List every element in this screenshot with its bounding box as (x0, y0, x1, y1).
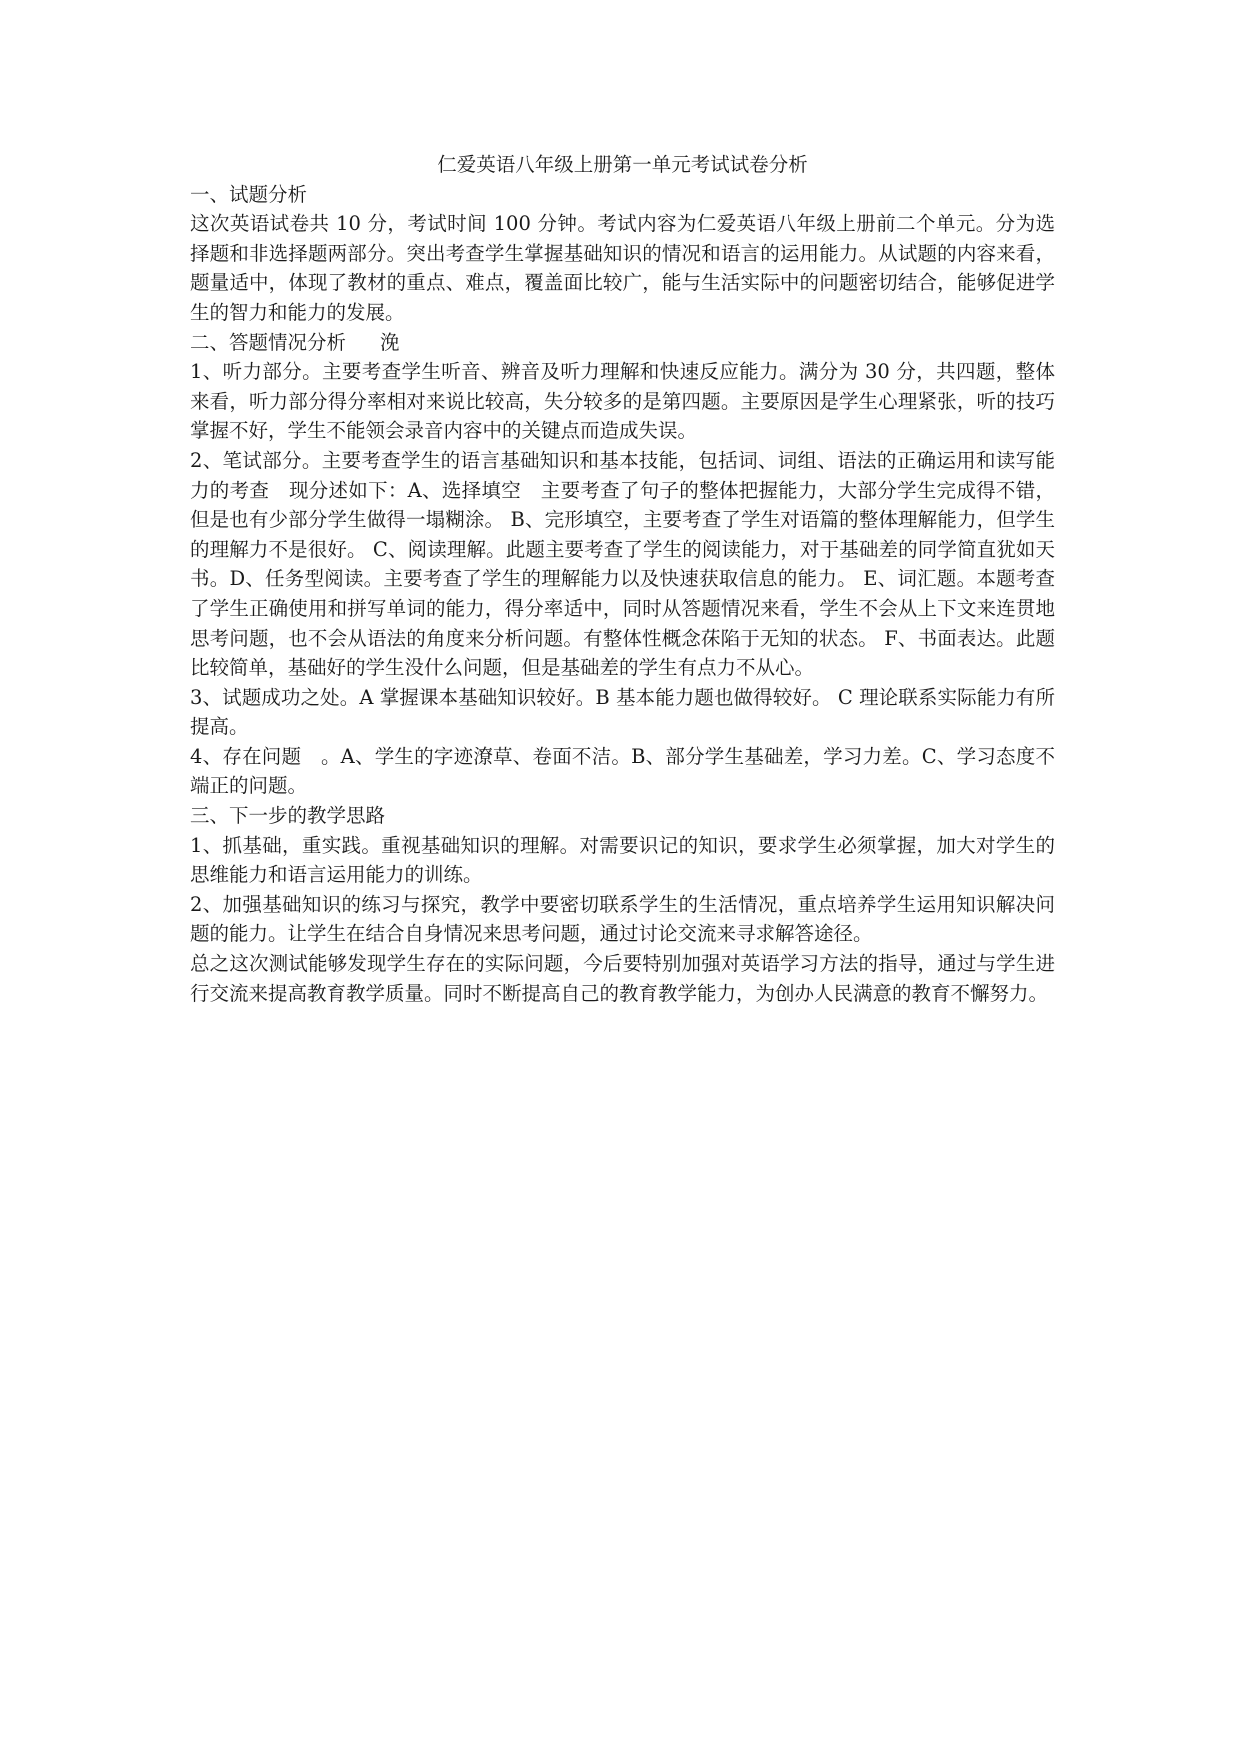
analysis-item-2: 2、笔试部分。主要考查学生的语言基础知识和基本技能，包括词、词组、语法的正确运用和读写能力的考查 现分述如下：A、选择填空 主要考查了句子的整体把握能力，大部分学生完成得不错，但是也有少部分学生做得一塌糊涂。 B、完形填空，主要考查了学生对语篇的整体理解能力，但学生的理解力不是很好。 C、阅读理解。此题主要考查了学生的阅读能力，对于基础差的同学简直犹如天书。D、任务型阅读。主要考查了学生的理解能力以及快速获取信息的能力。 E、词汇题。本题考查了学生正确使用和拼写单词的能力，得分率适中，同时从答题情况来看，学生不会从上下文来连贯地思考问题，也不会从语法的角度来分析问题。有整体性概念茠陷于无知的状态。 F、书面表达。此题比较简单，基础好的学生没什么问题，但是基础差的学生有点力不从心。 (190, 448, 1055, 680)
section-1-paragraph: 这次英语试卷共 10 分，考试时间 100 分钟。考试内容为仁爱英语八年级上册前二个单元。分为选择题和非选择题两部分。突出考查学生掌握基础知识的情况和语言的运用能力。从试题的内容来看，题量适中，体现了教材的重点、难点，覆盖面比较广，能与生活实际中的问题密切结合，能够促进学生的智力和能力的发展。 (190, 212, 1055, 324)
analysis-item-4: 4、存在问题 。A、学生的字迹潦草、卷面不洁。B、部分学生基础差，学习力差。C、学习态度不端正的问题。 (190, 744, 1055, 798)
teaching-step-1: 1、抓基础，重实践。重视基础知识的理解。对需要识记的知识，要求学生必须掌握，加大对学生的思维能力和语言运用能力的训练。 (190, 833, 1055, 887)
stray-character: 浼 (380, 330, 400, 354)
section-heading-2 (190, 328, 1055, 358)
teaching-step-2: 2、加强基础知识的练习与探究，教学中要密切联系学生的生活情况，重点培养学生运用知识解决问题的能力。让学生在结合自身情况来思考问题，通过讨论交流来寻求解答途径。 (190, 892, 1055, 946)
section-heading-3: 三、下一步的教学思路 (190, 804, 386, 828)
analysis-item-1: 1、听力部分。主要考查学生听音、辨音及听力理解和快速反应能力。满分为 30 分，共四题，整体来看，听力部分得分率相对来说比较高，失分较多的是第四题。主要原因是学生心理紧张，听的技巧掌握不好，学生不能领会录音内容中的关键点而造成失误。 (190, 360, 1055, 443)
document-body (190, 150, 1055, 1008)
section-heading-2-text: 二、答题情况分析 (190, 330, 347, 354)
section-heading-1: 一、试题分析 (190, 182, 308, 206)
analysis-item-3: 3、试题成功之处。A 掌握课本基础知识较好。B 基本能力题也做得较好。 C 理论联系实际能力有所提高。 (190, 685, 1055, 739)
conclusion-paragraph: 总之这次测试能够发现学生存在的实际问题，今后要特别加强对英语学习方法的指导，通过与学生进行交流来提高教育教学质量。同时不断提高自己的教育教学能力，为创办人民满意的教育不懈努力。 (190, 952, 1055, 1005)
document-title: 仁爱英语八年级上册第一单元考试试卷分析 (437, 153, 808, 176)
